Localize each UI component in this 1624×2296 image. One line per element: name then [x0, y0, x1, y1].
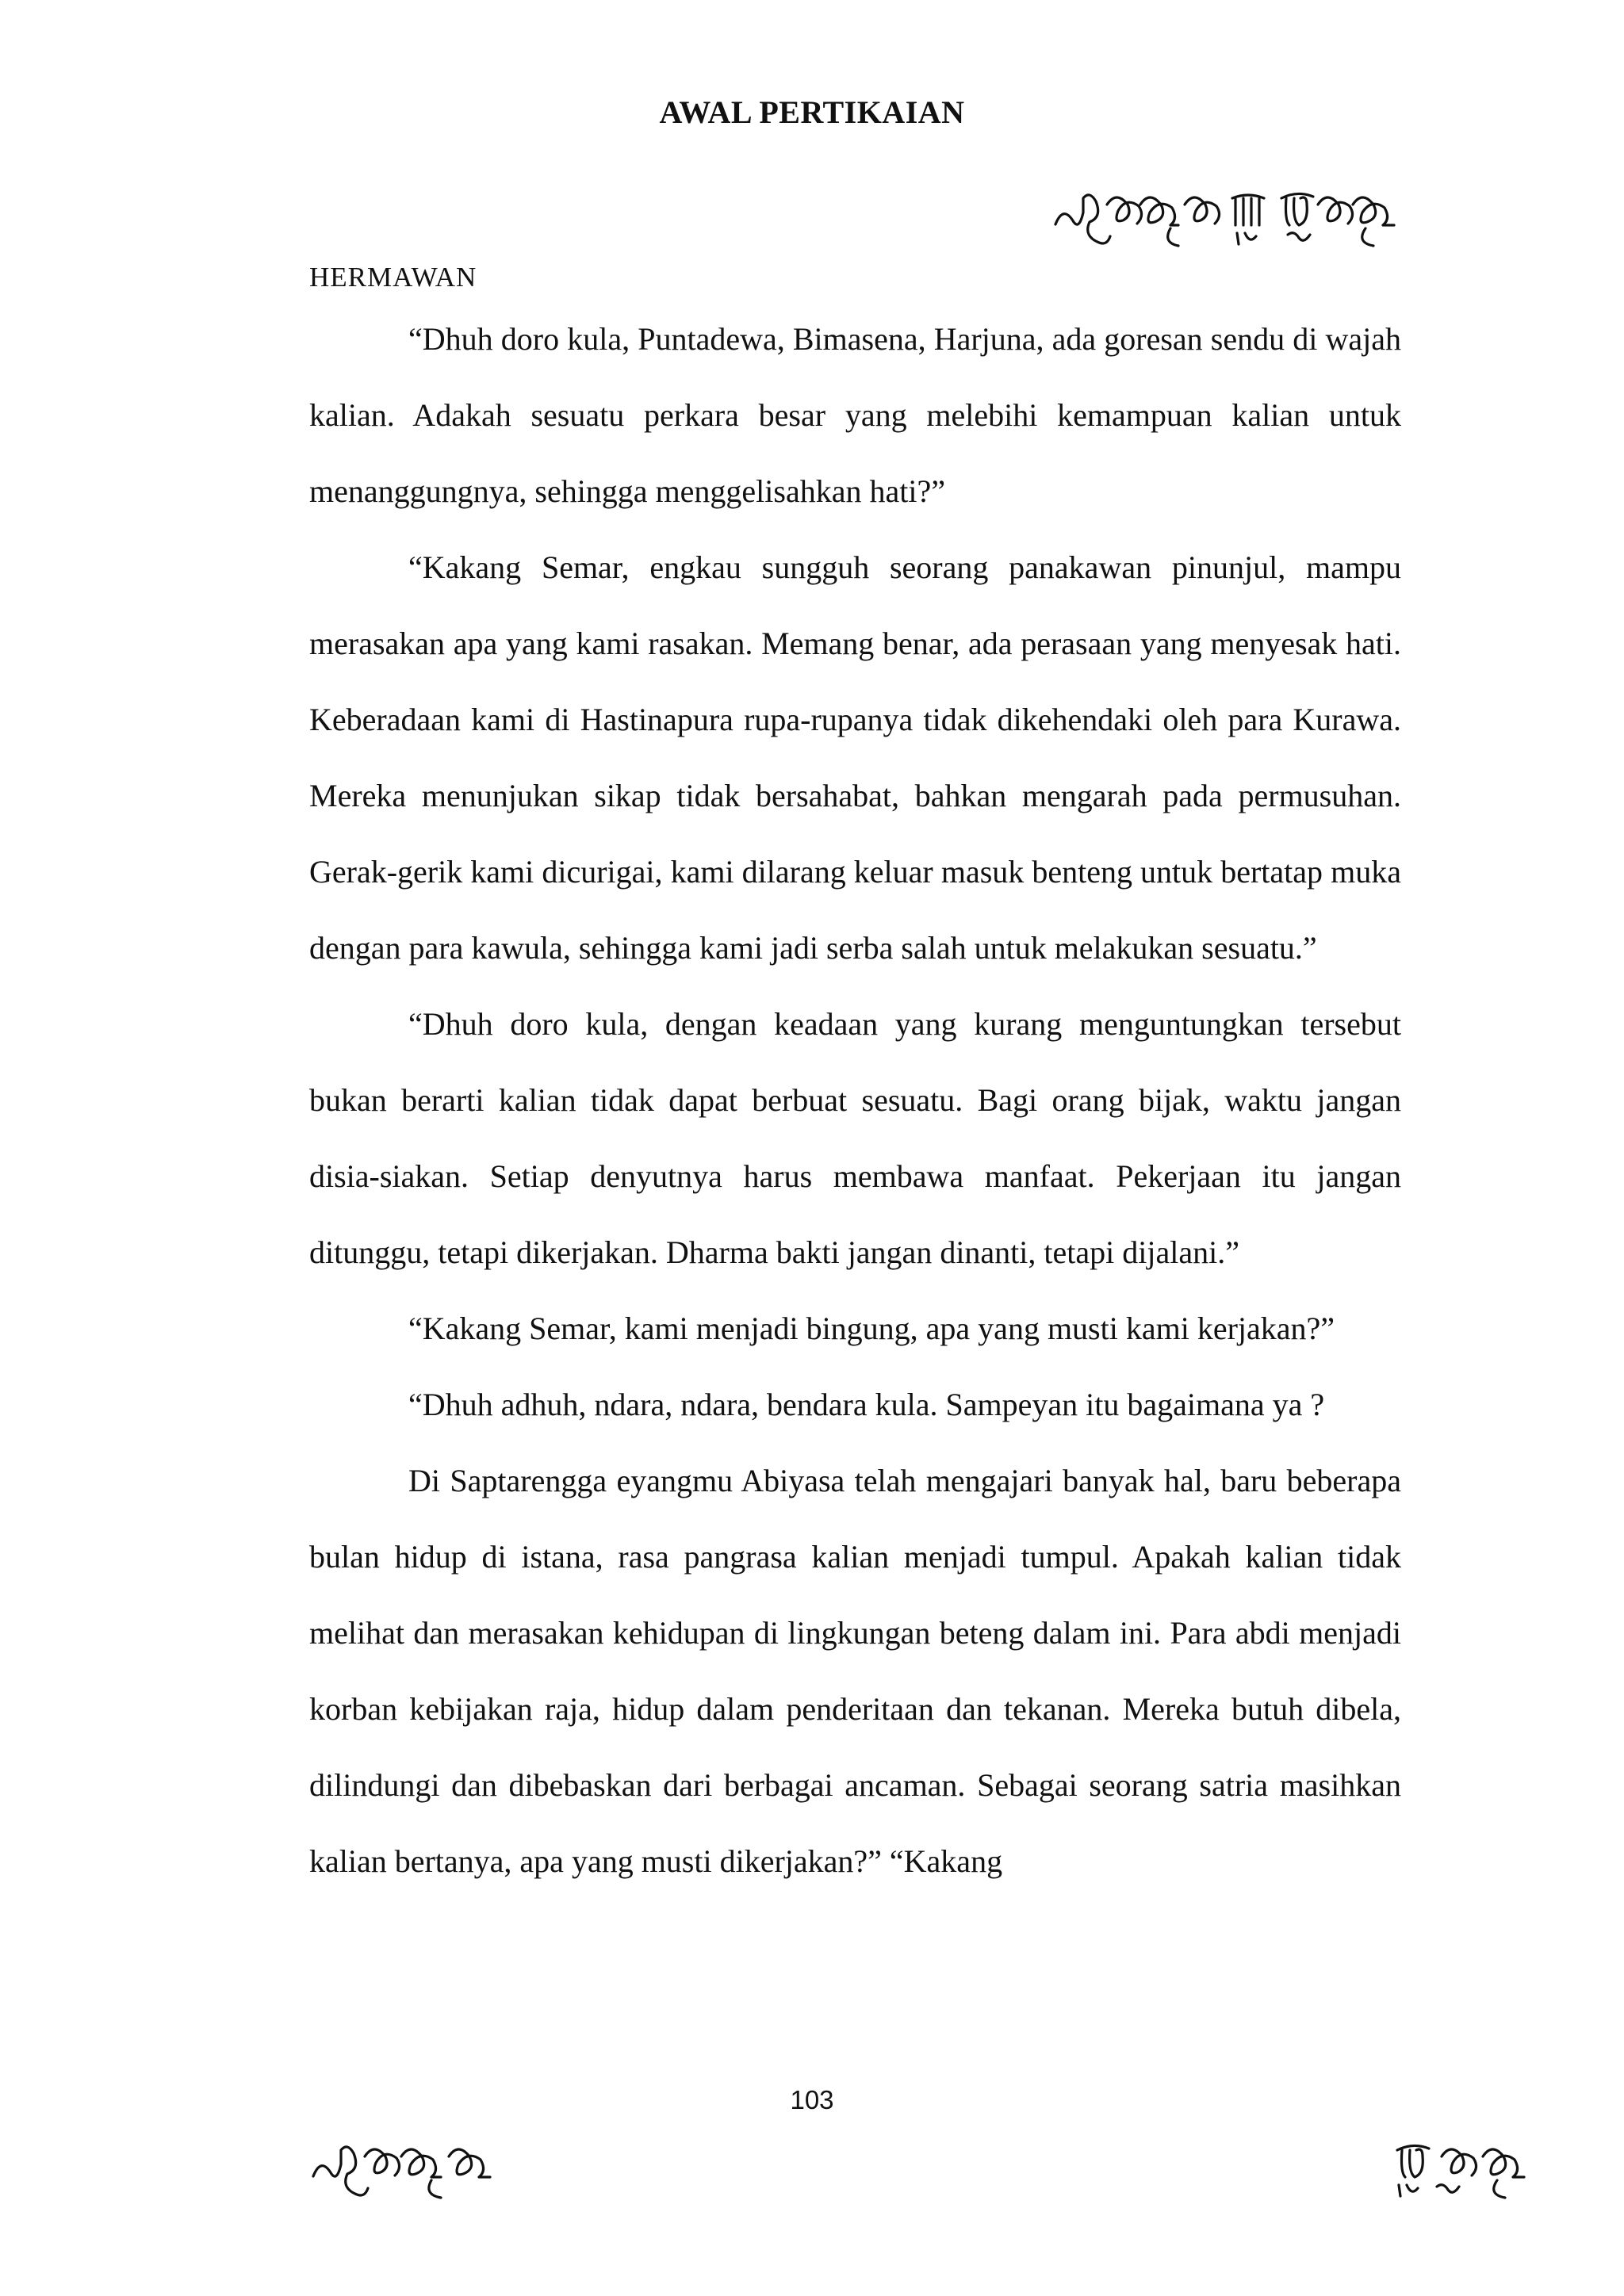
javanese-script-header-ornament — [1051, 181, 1400, 252]
paragraph: “Kakang Semar, engkau sungguh seorang panakawan pinunjul, mampu merasakan apa yang kami rasakan. Memang benar, ada perasaan yang menyesak hati. Keberadaan kami di Hastinapura rupa-rupanya tidak dikehendaki oleh para Kurawa. Mereka menunjukan sikap tidak bersahabat, bahkan mengarah pada permusuhan. Gerak-gerik kami dicurigai, kami dilarang keluar masuk benteng untuk bertatap muka dengan para kawula, sehingga kami jadi serba salah untuk melakukan sesuatu.” — [309, 549, 1401, 966]
javanese-script-footer-left-ornament — [309, 2133, 523, 2204]
paragraph: Di Saptarengga eyangmu Abiyasa telah mengajari banyak hal, baru beberapa bulan hidup di istana, rasa pangrasa kalian menjadi tumpul. Apakah kalian tidak melihat dan merasakan kehidupan di lingkungan beteng dalam ini. Para abdi menjadi korban kebijakan raja, hidup dalam penderitaan dan tekanan. Mereka butuh dibela, dilindungi dan dibebaskan dari berbagai ancaman. Sebagai seorang satria masihkan kalian bertanya, apa yang musti dikerjakan?” “Kakang — [309, 1463, 1401, 1879]
page-title: AWAL PERTIKAIAN — [659, 94, 965, 130]
paragraph: “Dhuh adhuh, ndara, ndara, bendara kula. Sampeyan itu bagaimana ya ? — [408, 1387, 1325, 1422]
paragraph: “Dhuh doro kula, Puntadewa, Bimasena, Harjuna, ada goresan sendu di wajah kalian. Adakah sesuatu perkara besar yang melebihi kemampuan kalian untuk menanggungnya, sehingga menggelisahkan hati?” — [309, 321, 1401, 509]
page-number: 103 — [790, 2085, 834, 2114]
paragraph: “Dhuh doro kula, dengan keadaan yang kurang menguntungkan tersebut bukan berarti kalian tidak dapat berbuat sesuatu. Bagi orang bijak, waktu jangan disia-siakan. Setiap denyutnya harus membawa manfaat. Pekerjaan itu jangan ditunggu, tetapi dikerjakan. Dharma bakti jangan dinanti, tetapi dijalani.” — [309, 1006, 1401, 1270]
body-text — [309, 301, 1401, 1900]
speaker-label: HERMAWAN — [309, 262, 477, 293]
paragraph: “Kakang Semar, kami menjadi bingung, apa yang musti kami kerjakan?” — [408, 1311, 1335, 1346]
javanese-script-footer-right-ornament — [1394, 2133, 1553, 2204]
